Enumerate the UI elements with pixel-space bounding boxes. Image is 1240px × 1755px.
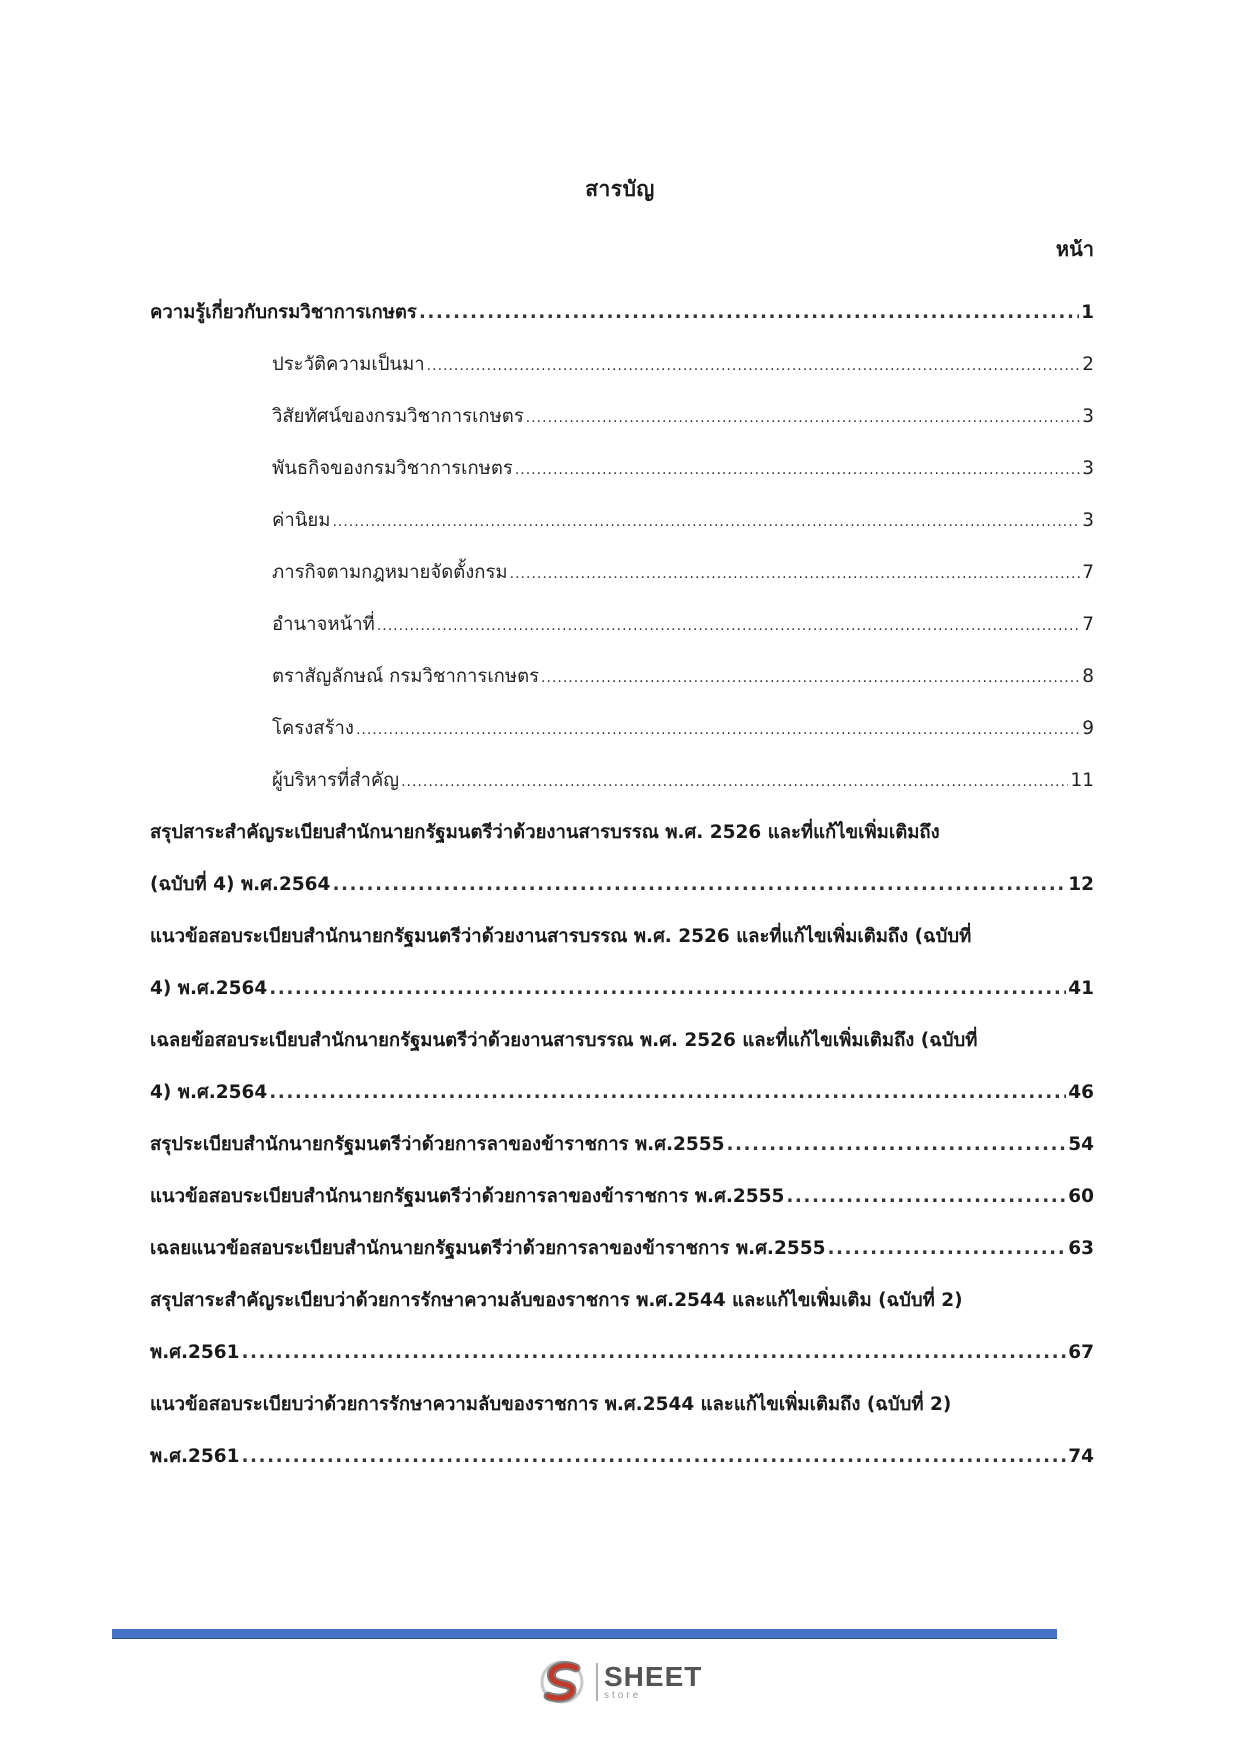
toc-entry-text-line1: สรุปสาระสำคัญระเบียบสำนักนายกรัฐมนตรีว่าด้วยงานสารบรรณ พ.ศ. 2526 และที่แก้ไขเพิ่มเติมถึง bbox=[150, 822, 940, 843]
toc-entry-text: ผู้บริหารที่สำคัญ bbox=[272, 770, 400, 791]
dot-leader bbox=[332, 496, 1080, 547]
dot-leader bbox=[526, 392, 1080, 443]
document-title: สารบัญ bbox=[585, 177, 655, 201]
toc-subentry[interactable] bbox=[150, 547, 1094, 599]
dot-leader bbox=[377, 600, 1080, 651]
toc-entry-multiline[interactable] bbox=[150, 807, 1094, 911]
toc-page-number: 9 bbox=[1082, 718, 1094, 739]
toc-page-number: 74 bbox=[1068, 1446, 1094, 1467]
toc-subentry[interactable] bbox=[150, 651, 1094, 703]
toc-page-number: 8 bbox=[1082, 666, 1094, 687]
toc-entry-text-line1: แนวข้อสอบระเบียบว่าด้วยการรักษาความลับของราชการ พ.ศ.2544 และแก้ไขเพิ่มเติมถึง (ฉบับที่ 2) bbox=[150, 1394, 952, 1415]
toc-page-number: 3 bbox=[1082, 458, 1094, 479]
toc-entry-text-line1: แนวข้อสอบระเบียบสำนักนายกรัฐมนตรีว่าด้วยงานสารบรรณ พ.ศ. 2526 และที่แก้ไขเพิ่มเติมถึง (ฉบับที่ bbox=[150, 926, 972, 947]
dot-leader bbox=[356, 704, 1080, 755]
toc-entry[interactable] bbox=[150, 287, 1094, 339]
dot-leader bbox=[786, 1171, 1066, 1223]
toc-entry-text-line1: เฉลยข้อสอบระเบียบสำนักนายกรัฐมนตรีว่าด้วยงานสารบรรณ พ.ศ. 2526 และที่แก้ไขเพิ่มเติมถึง (ฉบับที่ bbox=[150, 1030, 978, 1051]
toc-entry-multiline[interactable] bbox=[150, 1015, 1094, 1119]
logo-brand-sub: store bbox=[604, 1690, 642, 1701]
toc-entry-multiline[interactable] bbox=[150, 1379, 1094, 1483]
toc-entry-text: แนวข้อสอบระเบียบสำนักนายกรัฐมนตรีว่าด้วยการลาของข้าราชการ พ.ศ.2555 bbox=[150, 1186, 785, 1207]
dot-leader bbox=[241, 1327, 1066, 1379]
dot-leader bbox=[541, 652, 1080, 703]
sheet-store-logo-icon bbox=[536, 1656, 592, 1708]
toc-entry[interactable] bbox=[150, 1119, 1094, 1171]
toc-page-number: 2 bbox=[1082, 354, 1094, 375]
toc-entry-multiline[interactable] bbox=[150, 911, 1094, 1015]
toc-entry-text: ค่านิยม bbox=[272, 510, 331, 531]
table-of-contents bbox=[150, 287, 1094, 1483]
toc-entry-multiline[interactable] bbox=[150, 1275, 1094, 1379]
dot-leader bbox=[515, 444, 1080, 495]
toc-entry-text: อำนาจหน้าที่ bbox=[272, 614, 375, 635]
dot-leader bbox=[332, 859, 1066, 911]
toc-entry-text: ภารกิจตามกฎหมายจัดตั้งกรม bbox=[272, 562, 508, 583]
toc-subentry[interactable] bbox=[150, 339, 1094, 391]
toc-entry-text-line1: สรุปสาระสำคัญระเบียบว่าด้วยการรักษาความลับของราชการ พ.ศ.2544 และแก้ไขเพิ่มเติม (ฉบับที่ 2) bbox=[150, 1290, 963, 1311]
dot-leader bbox=[827, 1223, 1066, 1275]
toc-subentry[interactable] bbox=[150, 703, 1094, 755]
toc-entry-text: ประวัติความเป็นมา bbox=[272, 354, 425, 375]
toc-page-number: 63 bbox=[1068, 1238, 1094, 1259]
toc-page-number: 7 bbox=[1082, 562, 1094, 583]
dot-leader bbox=[427, 340, 1081, 391]
toc-entry[interactable] bbox=[150, 1223, 1094, 1275]
dot-leader bbox=[419, 287, 1079, 339]
dot-leader bbox=[241, 1431, 1066, 1483]
dot-leader bbox=[401, 756, 1068, 807]
toc-entry-text-line2: (ฉบับที่ 4) พ.ศ.2564 bbox=[150, 874, 331, 895]
toc-page-number: 54 bbox=[1068, 1134, 1094, 1155]
toc-page-number: 11 bbox=[1070, 770, 1094, 791]
toc-entry-text-line2: พ.ศ.2561 bbox=[150, 1342, 240, 1363]
dot-leader bbox=[510, 548, 1081, 599]
dot-leader bbox=[269, 963, 1066, 1015]
toc-subentry[interactable] bbox=[150, 495, 1094, 547]
toc-page-number: 12 bbox=[1068, 874, 1094, 895]
toc-subentry[interactable] bbox=[150, 391, 1094, 443]
dot-leader bbox=[269, 1067, 1066, 1119]
toc-entry-text: ตราสัญลักษณ์ กรมวิชาการเกษตร bbox=[272, 666, 540, 687]
toc-entry-text: ความรู้เกี่ยวกับกรมวิชาการเกษตร bbox=[150, 302, 417, 323]
toc-entry-text-line2: 4) พ.ศ.2564 bbox=[150, 978, 268, 999]
toc-subentry[interactable] bbox=[150, 443, 1094, 495]
toc-page-number: 3 bbox=[1082, 510, 1094, 531]
toc-page-number: 46 bbox=[1068, 1082, 1094, 1103]
page-column-label: หน้า bbox=[1055, 237, 1094, 261]
footer-logo bbox=[536, 1656, 702, 1708]
logo-divider bbox=[596, 1663, 598, 1701]
toc-subentry[interactable] bbox=[150, 755, 1094, 807]
toc-entry-text: โครงสร้าง bbox=[272, 718, 354, 739]
logo-text bbox=[604, 1663, 702, 1701]
toc-page-number: 67 bbox=[1068, 1342, 1094, 1363]
toc-entry-text-line2: 4) พ.ศ.2564 bbox=[150, 1082, 268, 1103]
toc-page-number: 3 bbox=[1082, 406, 1094, 427]
toc-page-number: 60 bbox=[1068, 1186, 1094, 1207]
toc-entry-text: วิสัยทัศน์ของกรมวิชาการเกษตร bbox=[272, 406, 524, 427]
toc-entry-text: เฉลยแนวข้อสอบระเบียบสำนักนายกรัฐมนตรีว่าด้วยการลาของข้าราชการ พ.ศ.2555 bbox=[150, 1238, 826, 1259]
toc-page-number: 1 bbox=[1081, 302, 1094, 323]
footer-rule bbox=[112, 1629, 1057, 1639]
toc-page-number: 41 bbox=[1068, 978, 1094, 999]
toc-entry[interactable] bbox=[150, 1171, 1094, 1223]
toc-entry-text: พันธกิจของกรมวิชาการเกษตร bbox=[272, 458, 513, 479]
toc-entry-text: สรุประเบียบสำนักนายกรัฐมนตรีว่าด้วยการลาของข้าราชการ พ.ศ.2555 bbox=[150, 1134, 725, 1155]
dot-leader bbox=[726, 1119, 1066, 1171]
toc-subentry[interactable] bbox=[150, 599, 1094, 651]
toc-page-number: 7 bbox=[1082, 614, 1094, 635]
toc-entry-text-line2: พ.ศ.2561 bbox=[150, 1446, 240, 1467]
logo-brand: SHEET bbox=[604, 1661, 703, 1692]
